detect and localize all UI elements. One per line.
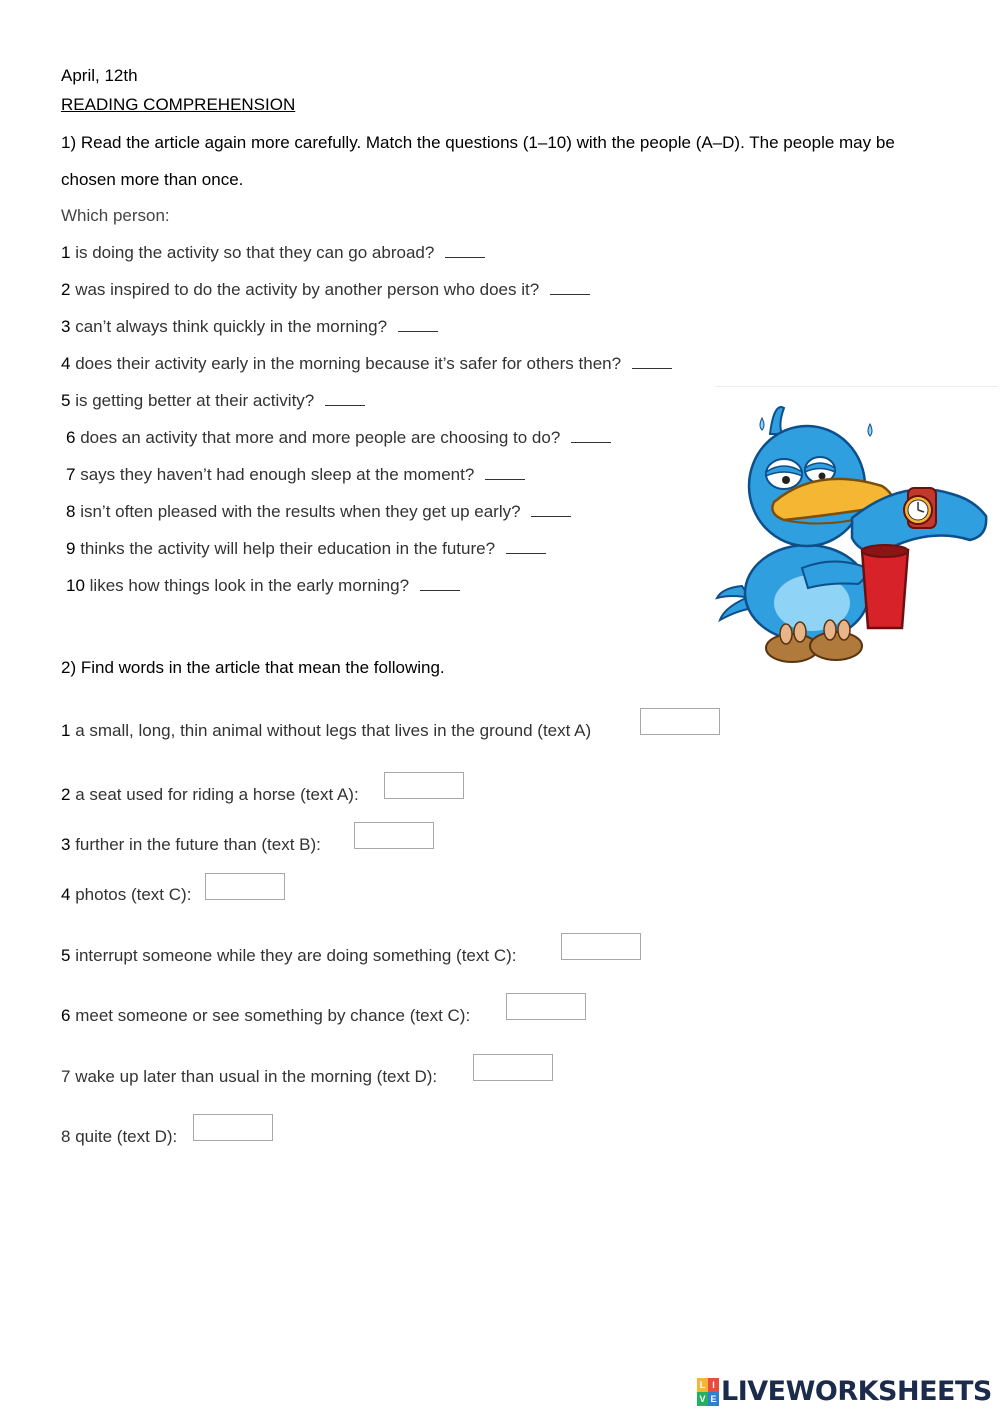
item-text: further in the future than (text B): [75,835,321,854]
item-number: 1 [61,721,71,740]
answer-box-8[interactable] [193,1114,273,1141]
question-6 [66,428,611,448]
answer-box-2[interactable] [384,772,464,799]
answer-blank[interactable] [445,243,485,258]
question-text: isn’t often pleased with the results when they get up early? [80,502,521,521]
item-text: a seat used for riding a horse (text A): [75,785,359,804]
part2-title: 2) Find words in the article that mean the following. [61,658,445,677]
sleepy-bird-with-coffee-and-watch-icon [712,398,998,670]
question-text: is getting better at their activity? [75,391,315,410]
question-text: does their activity early in the morning because it’s safer for others then? [75,354,622,373]
item-text: wake up later than usual in the morning (text D): [75,1067,438,1086]
logo-text: LIVEWORKSHEETS [721,1376,992,1407]
item-text: a small, long, thin animal without legs that lives in the ground (text A) [75,721,592,740]
question-text: does an activity that more and more people are choosing to do? [80,428,561,447]
item-number: 2 [61,785,71,804]
question-9 [66,539,546,559]
item-text: photos (text C): [75,885,192,904]
question-text: says they haven’t had enough sleep at the moment? [80,465,475,484]
question-number: 9 [66,539,76,558]
item-text: quite (text D): [75,1127,178,1146]
answer-box-7[interactable] [473,1054,553,1081]
item-number: 7 [61,1067,71,1086]
which-person-prompt: Which person: [61,206,170,225]
answer-blank[interactable] [632,354,672,369]
question-1 [61,243,485,263]
question-number: 6 [66,428,76,447]
item-number: 8 [61,1127,71,1146]
definition-item-2 [61,785,359,805]
question-number: 10 [66,576,85,595]
question-text: is doing the activity so that they can go abroad? [75,243,435,262]
answer-blank[interactable] [550,280,590,295]
answer-blank[interactable] [485,465,525,480]
answer-blank[interactable] [506,539,546,554]
answer-box-6[interactable] [506,993,586,1020]
answer-blank[interactable] [325,391,365,406]
answer-box-4[interactable] [205,873,285,900]
question-text: can’t always think quickly in the morning? [75,317,388,336]
page-title: READING COMPREHENSION [61,95,296,114]
definition-item-6 [61,1006,470,1026]
question-4 [61,354,672,374]
answer-box-5[interactable] [561,933,641,960]
item-number: 5 [61,946,71,965]
definition-item-8 [61,1127,177,1147]
liveworksheets-logo [697,1376,992,1407]
definition-item-3 [61,835,321,855]
question-7 [66,465,525,485]
question-number: 8 [66,502,76,521]
logo-mark-icon: L I V E [697,1378,719,1406]
item-text: meet someone or see something by chance (text C): [75,1006,471,1025]
question-5 [61,391,365,411]
definition-item-4 [61,885,191,905]
definition-item-5 [61,946,516,966]
question-3 [61,317,438,337]
item-number: 6 [61,1006,71,1025]
question-number: 3 [61,317,71,336]
item-number: 4 [61,885,71,904]
question-10 [66,576,460,596]
answer-blank[interactable] [571,428,611,443]
answer-box-3[interactable] [354,822,434,849]
question-number: 4 [61,354,71,373]
definition-item-1 [61,721,591,741]
question-8 [66,502,571,522]
item-text: interrupt someone while they are doing something (text C): [75,946,517,965]
item-number: 3 [61,835,71,854]
definition-item-7 [61,1067,437,1087]
answer-blank[interactable] [398,317,438,332]
divider [715,386,998,387]
answer-blank[interactable] [420,576,460,591]
question-text: thinks the activity will help their education in the future? [80,539,496,558]
question-text: was inspired to do the activity by another person who does it? [75,280,540,299]
question-number: 5 [61,391,71,410]
answer-blank[interactable] [531,502,571,517]
question-number: 2 [61,280,71,299]
question-text: likes how things look in the early morning? [89,576,410,595]
question-number: 7 [66,465,76,484]
question-2 [61,280,590,300]
question-number: 1 [61,243,71,262]
part1-instruction: 1) Read the article again more carefully. Match the questions (1–10) with the people (A–D). The people may be chosen more than once. [61,133,895,189]
answer-box-1[interactable] [640,708,720,735]
date-label: April, 12th [61,66,138,85]
